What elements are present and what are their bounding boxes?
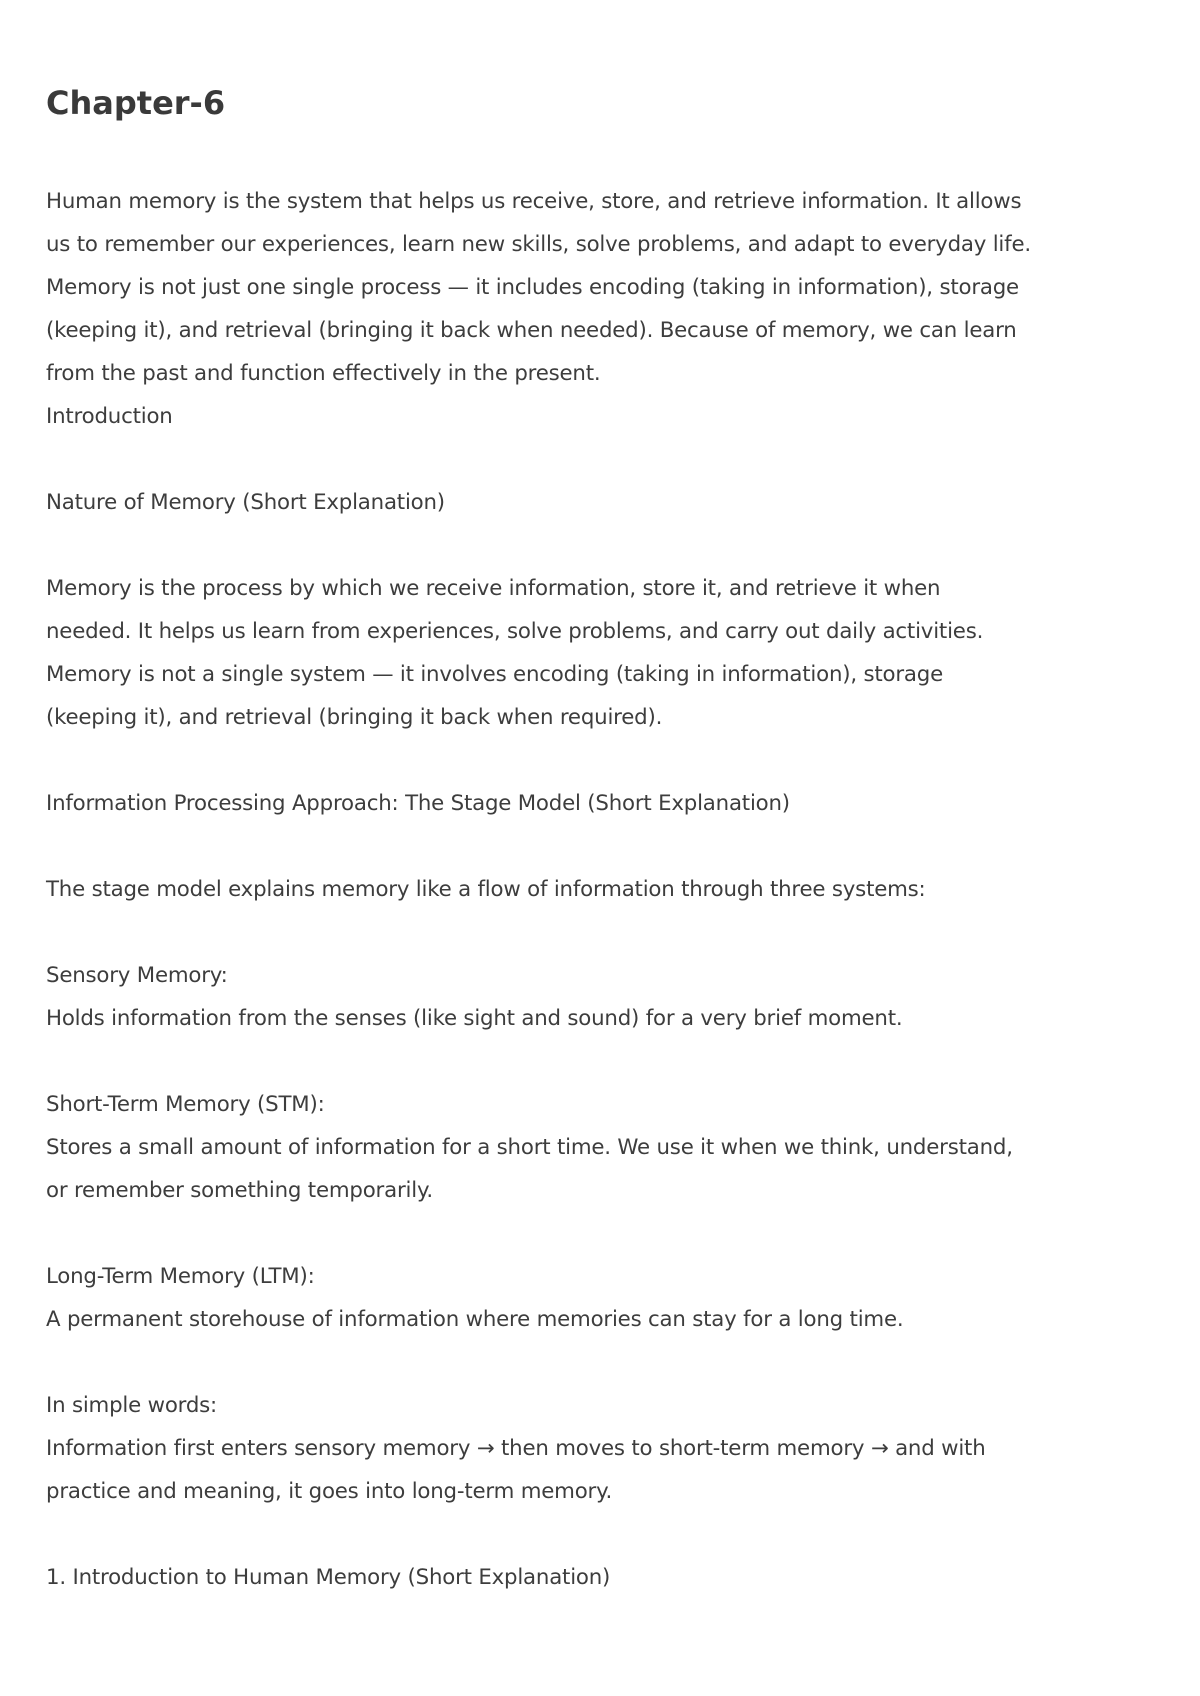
spacer	[46, 911, 1166, 954]
page-title: Chapter-6	[46, 84, 226, 122]
text-line: from the past and function effectively in the present.	[46, 361, 601, 386]
section-1-heading: 1. Introduction to Human Memory (Short Explanation)	[46, 1565, 611, 1590]
stage-model-heading: Information Processing Approach: The Stage Model (Short Explanation)	[46, 791, 790, 816]
text-line: us to remember our experiences, learn new skills, solve problems, and adapt to everyday life.	[46, 232, 1031, 257]
intro-paragraph	[46, 180, 1166, 395]
spacer	[46, 1513, 1166, 1556]
text-line: Memory is not a single system — it involves encoding (taking in information), storage	[46, 662, 944, 687]
stm-heading: Short-Term Memory (STM):	[46, 1092, 325, 1117]
spacer	[46, 438, 1166, 481]
spacer	[46, 739, 1166, 782]
introduction-heading: Introduction	[46, 404, 173, 429]
text-line: practice and meaning, it goes into long-term memory.	[46, 1479, 613, 1504]
spacer	[46, 1212, 1166, 1255]
text-line: Information first enters sensory memory → then moves to short-term memory → and with	[46, 1436, 986, 1461]
ltm-heading: Long-Term Memory (LTM):	[46, 1264, 315, 1289]
spacer	[46, 825, 1166, 868]
text-line: needed. It helps us learn from experiences, solve problems, and carry out daily activities.	[46, 619, 984, 644]
spacer	[46, 1040, 1166, 1083]
document-body	[46, 180, 1166, 1599]
nature-heading: Nature of Memory (Short Explanation)	[46, 490, 445, 515]
text-line: Memory is not just one single process — it includes encoding (taking in information), storage	[46, 275, 1019, 300]
sensory-memory-text: Holds information from the senses (like sight and sound) for a very brief moment.	[46, 1006, 903, 1031]
sensory-memory-heading: Sensory Memory:	[46, 963, 228, 988]
ltm-text: A permanent storehouse of information where memories can stay for a long time.	[46, 1307, 904, 1332]
text-line: (keeping it), and retrieval (bringing it back when needed). Because of memory, we can learn	[46, 318, 1017, 343]
stage-model-intro: The stage model explains memory like a flow of information through three systems:	[46, 877, 926, 902]
text-line: Human memory is the system that helps us receive, store, and retrieve information. It allows	[46, 189, 1022, 214]
text-line: Memory is the process by which we receive information, store it, and retrieve it when	[46, 576, 941, 601]
nature-paragraph	[46, 567, 1166, 739]
text-line: Stores a small amount of information for a short time. We use it when we think, understand,	[46, 1135, 1013, 1160]
text-line: (keeping it), and retrieval (bringing it back when required).	[46, 705, 663, 730]
text-line: or remember something temporarily.	[46, 1178, 433, 1203]
spacer	[46, 1341, 1166, 1384]
spacer	[46, 524, 1166, 567]
simple-words-heading: In simple words:	[46, 1393, 218, 1418]
